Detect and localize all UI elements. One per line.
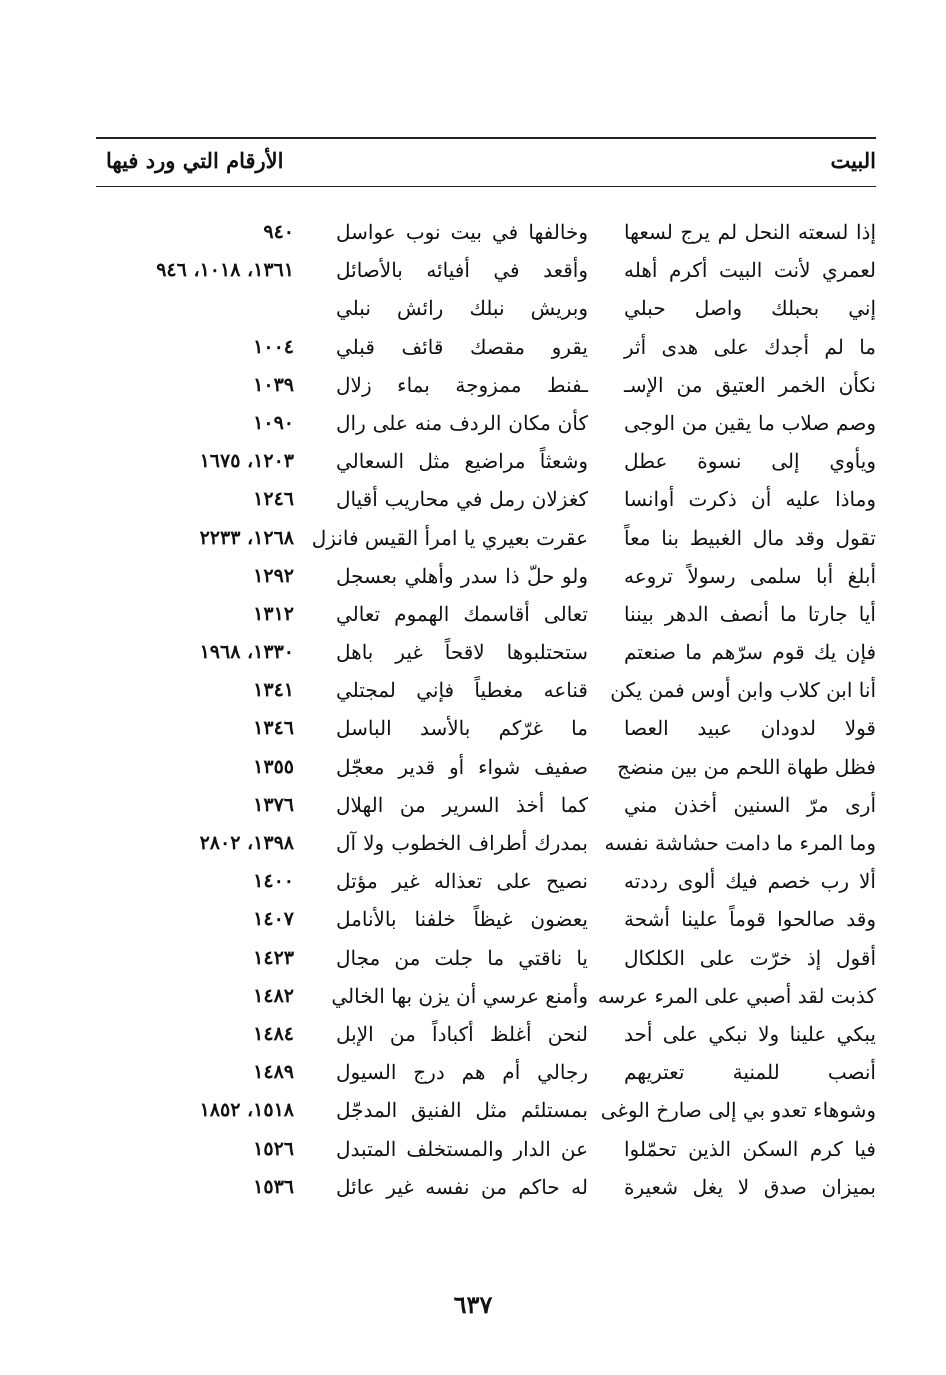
second-hemistich: وشعثاً مراضيع مثل السعالي bbox=[336, 449, 588, 474]
first-hemistich: فيا كرم السكن الذين تحمّلوا bbox=[624, 1136, 876, 1161]
verse-row bbox=[96, 672, 876, 710]
occurrence-numbers: ١٣٩٨، ٢٨٠٢ bbox=[199, 832, 294, 854]
first-hemistich: تقول وقد مال الغبيط بنا معاً bbox=[624, 525, 876, 550]
occurrence-numbers: ١٥٣٦ bbox=[253, 1175, 294, 1198]
second-hemistich: ـفنط ممزوجة بماء زلال bbox=[336, 372, 588, 397]
numbers-column-heading: الأرقام التي ورد فيها bbox=[106, 148, 284, 173]
first-hemistich: أنصب للمنية تعتريهم bbox=[624, 1060, 876, 1085]
verse-row bbox=[96, 825, 876, 863]
second-hemistich: نصيح على تعذاله غير مؤتل bbox=[336, 869, 588, 894]
verse-row bbox=[96, 520, 876, 558]
first-hemistich: أيا جارتا ما أنصف الدهر بيننا bbox=[624, 601, 876, 626]
second-hemistich: وخالفها في بيت نوب عواسل bbox=[336, 220, 588, 244]
first-hemistich: وصم صلاب ما يقين من الوجى bbox=[624, 410, 876, 435]
first-hemistich: وقد صالحوا قوماً علينا أشحة bbox=[624, 907, 876, 932]
verse-row bbox=[96, 252, 876, 290]
verse-row bbox=[96, 329, 876, 367]
verse-row bbox=[96, 214, 876, 252]
occurrence-numbers: ١٥١٨، ١٨٥٢ bbox=[199, 1099, 294, 1122]
verse-row bbox=[96, 787, 876, 825]
second-hemistich: وأمنع عرسي أن يزن بها الخالي bbox=[331, 983, 588, 1008]
second-hemistich: ما غرّكم بالأسد الباسل bbox=[336, 716, 588, 741]
verse-row bbox=[96, 367, 876, 405]
second-hemistich: يا ناقتي ما جلت من مجال bbox=[336, 945, 588, 970]
second-hemistich: وبريش نبلك رائش نبلي bbox=[336, 296, 588, 321]
verse-row bbox=[96, 901, 876, 939]
first-hemistich: فإن يك قوم سرّهم ما صنعتم bbox=[624, 640, 876, 665]
occurrence-numbers: ١٠٣٩ bbox=[253, 373, 294, 396]
first-hemistich: أبلغ أبا سلمى رسولاً تروعه bbox=[624, 563, 876, 588]
occurrence-numbers: ١٢٦٨، ٢٢٣٣ bbox=[199, 526, 294, 549]
first-hemistich: وشوهاء تعدو بي إلى صارخ الوغى bbox=[600, 1098, 876, 1123]
second-hemistich: ولو حلّ ذا سدر وأهلي بعسجل bbox=[336, 563, 588, 588]
verse-row bbox=[96, 443, 876, 481]
second-hemistich: كأن مكان الردف منه على رال bbox=[336, 410, 588, 435]
first-hemistich: إذا لسعته النحل لم يرج لسعها bbox=[624, 220, 876, 244]
verse-row bbox=[96, 1131, 876, 1169]
first-hemistich: أقول إذ خرّت على الكلكال bbox=[624, 945, 876, 970]
second-hemistich: عقرت بعيري يا امرأ القيس فانزل bbox=[311, 525, 588, 550]
first-hemistich: قولا لدودان عبيد العصا bbox=[624, 716, 876, 741]
second-hemistich: له حاكم من نفسه غير عائل bbox=[336, 1174, 588, 1199]
verse-row bbox=[96, 290, 876, 328]
verse-row bbox=[96, 710, 876, 748]
occurrence-numbers: ١٤٢٣ bbox=[253, 946, 294, 969]
first-hemistich: يبكي علينا ولا نبكي على أحد bbox=[624, 1021, 876, 1046]
occurrence-numbers: ١٠٠٤ bbox=[253, 335, 294, 358]
occurrence-numbers: ١٣٤٦ bbox=[253, 717, 294, 740]
verse-row bbox=[96, 1169, 876, 1207]
table-header bbox=[96, 142, 876, 182]
occurrence-numbers: ١٤٨٤ bbox=[253, 1022, 294, 1045]
verse-row bbox=[96, 940, 876, 978]
second-hemistich: ستحتلبوها لاقحاً غير باهل bbox=[336, 640, 588, 665]
occurrence-numbers: ١٢٩٢ bbox=[253, 564, 294, 587]
header-top-rule bbox=[96, 137, 876, 139]
occurrence-numbers: ١٢٤٦ bbox=[253, 488, 294, 511]
second-hemistich: يقرو مقصك قائف قبلي bbox=[336, 334, 588, 359]
first-hemistich: أرى مرّ السنين أخذن مني bbox=[624, 792, 876, 817]
second-hemistich: قناعه مغطياً فإني لمجتلي bbox=[336, 678, 588, 703]
verse-row bbox=[96, 1054, 876, 1092]
occurrence-numbers: ١٠٩٠ bbox=[253, 411, 294, 434]
verse-row bbox=[96, 405, 876, 443]
verse-row bbox=[96, 749, 876, 787]
second-hemistich: صفيف شواء أو قدير معجّل bbox=[336, 754, 588, 779]
first-hemistich: إني بحبلك واصل حبلي bbox=[624, 296, 876, 321]
occurrence-numbers: ١٣٤١ bbox=[253, 679, 294, 702]
verse-column-heading: البيت bbox=[830, 148, 876, 173]
occurrence-numbers: ١٤٠٧ bbox=[253, 908, 294, 931]
verse-row bbox=[96, 978, 876, 1016]
occurrence-numbers: ١٣٣٠، ١٩٦٨ bbox=[199, 641, 294, 664]
second-hemistich: رجالي أم هم درج السيول bbox=[336, 1060, 588, 1085]
occurrence-numbers: ٩٤٠ bbox=[263, 221, 294, 243]
second-hemistich: وأقعد في أفيائه بالأصائل bbox=[336, 258, 588, 283]
second-hemistich: لنحن أغلظ أكباداً من الإبل bbox=[336, 1021, 588, 1046]
first-hemistich: فظل طهاة اللحم من بين منضج bbox=[617, 754, 876, 779]
first-hemistich: ما لم أجدك على هدى أثر bbox=[624, 334, 876, 359]
verse-row bbox=[96, 1092, 876, 1130]
first-hemistich: ألا رب خصم فيك ألوى رددته bbox=[624, 869, 876, 894]
occurrence-numbers: ١٣٥٥ bbox=[253, 755, 294, 778]
page-number: ٦٣٧ bbox=[453, 1290, 493, 1319]
verse-index-list bbox=[96, 214, 876, 1207]
occurrence-numbers: ١٢٠٣، ١٦٧٥ bbox=[199, 450, 294, 473]
occurrence-numbers: ١٤٨٩ bbox=[253, 1061, 294, 1084]
occurrence-numbers: ١٤٠٠ bbox=[253, 870, 294, 893]
second-hemistich: تعالى أقاسمك الهموم تعالي bbox=[336, 601, 588, 626]
second-hemistich: كغزلان رمل في محاريب أقيال bbox=[336, 487, 588, 512]
occurrence-numbers: ١٣١٢ bbox=[253, 602, 294, 625]
first-hemistich: وما المرء ما دامت حشاشة نفسه bbox=[604, 831, 876, 855]
second-hemistich: بمدرك أطراف الخطوب ولا آل bbox=[336, 831, 588, 855]
occurrence-numbers: ١٣٧٦ bbox=[253, 793, 294, 816]
first-hemistich: كذبت لقد أصبي على المرء عرسه bbox=[597, 983, 876, 1008]
first-hemistich: ويأوي إلى نسوة عطل bbox=[624, 449, 876, 474]
occurrence-numbers: ١٥٢٦ bbox=[253, 1137, 294, 1160]
first-hemistich: لعمري لأنت البيت أكرم أهله bbox=[624, 258, 876, 283]
second-hemistich: يعضون غيظاً خلفنا بالأنامل bbox=[336, 907, 588, 932]
second-hemistich: كما أخذ السرير من الهلال bbox=[336, 792, 588, 817]
verse-row bbox=[96, 558, 876, 596]
first-hemistich: نكأن الخمر العتيق من الإسـ bbox=[624, 372, 876, 397]
first-hemistich: وماذا عليه أن ذكرت أوانسا bbox=[624, 487, 876, 512]
second-hemistich: عن الدار والمستخلف المتبدل bbox=[336, 1136, 588, 1161]
verse-row bbox=[96, 481, 876, 519]
verse-row bbox=[96, 596, 876, 634]
header-bottom-rule bbox=[96, 186, 876, 187]
second-hemistich: بمستلئم مثل الفنيق المدجّل bbox=[336, 1098, 588, 1123]
verse-row bbox=[96, 634, 876, 672]
occurrence-numbers: ١٤٨٢ bbox=[253, 984, 294, 1007]
first-hemistich: أنا ابن كلاب وابن أوس فمن يكن bbox=[610, 678, 876, 703]
verse-row bbox=[96, 863, 876, 901]
first-hemistich: بميزان صدق لا يغل شعيرة bbox=[624, 1174, 876, 1199]
verse-row bbox=[96, 1016, 876, 1054]
occurrence-numbers: ١٣٦١، ١٠١٨، ٩٤٦ bbox=[156, 259, 294, 282]
